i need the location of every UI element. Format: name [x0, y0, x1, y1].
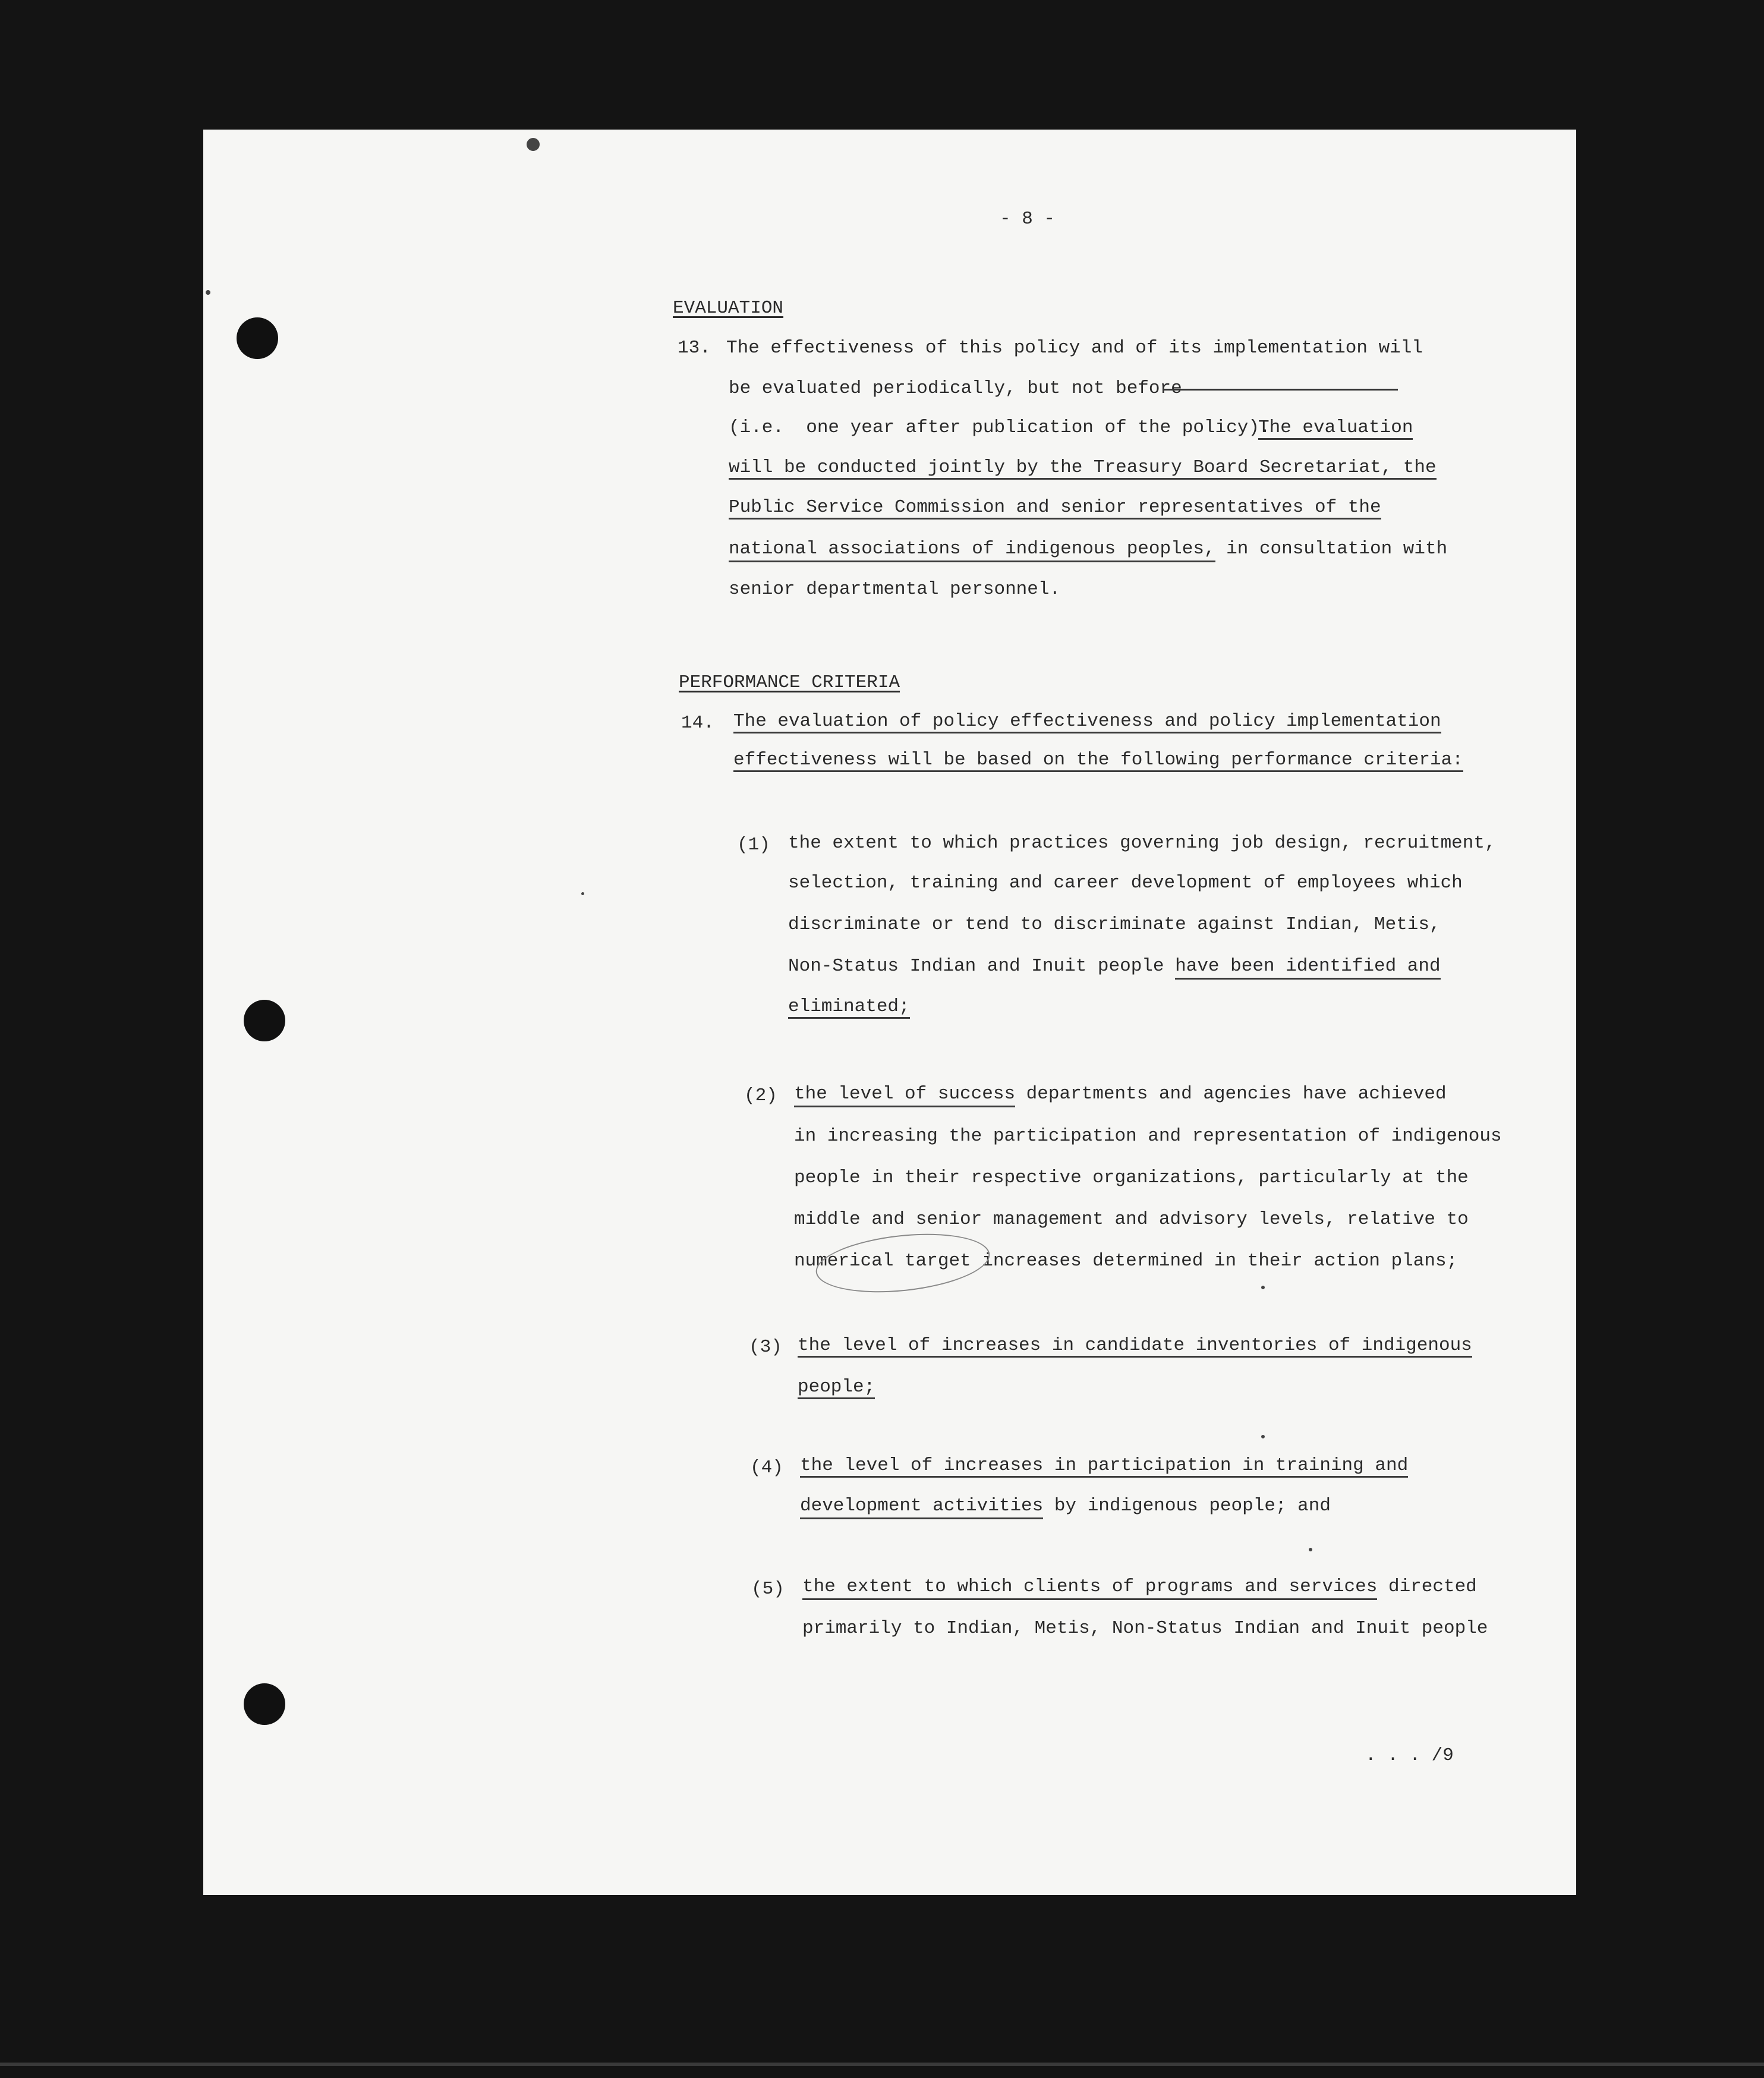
paragraph-13-line-6-rest: in consultation with	[1215, 539, 1448, 559]
criterion-2-line-2: in increasing the participation and representation of indigenous	[794, 1126, 1502, 1147]
continuation-marker: . . . /9	[1365, 1745, 1454, 1766]
criterion-4-number: (4)	[750, 1457, 783, 1478]
criterion-1-line-3: discriminate or tend to discriminate against Indian, Metis,	[788, 914, 1441, 935]
paragraph-14-line-2: effectiveness will be based on the following performance criteria:	[733, 751, 1463, 772]
criterion-3-line-2: people;	[798, 1378, 875, 1399]
criterion-3-number: (3)	[749, 1337, 782, 1358]
criterion-1-line-2: selection, training and career development of employees which	[788, 873, 1463, 893]
date-blank-line	[1163, 389, 1398, 391]
criterion-4-underlined: development activities	[800, 1495, 1043, 1519]
item-number-13: 13.	[678, 338, 711, 358]
criterion-5-underlined: the extent to which clients of programs and services	[802, 1576, 1377, 1600]
paragraph-13-line-5: Public Service Commission and senior representatives of the	[729, 498, 1381, 520]
scan-edge-artifact	[0, 2063, 1764, 2066]
criterion-1-line-4	[788, 957, 1441, 975]
paragraph-13-line-7: senior departmental personnel.	[729, 579, 1061, 600]
paragraph-13-line-6	[729, 540, 1447, 558]
criterion-1-line-4-text: Non-Status Indian and Inuit people	[788, 956, 1176, 977]
criterion-1-number: (1)	[737, 835, 770, 855]
scan-speck	[1309, 1548, 1312, 1551]
criterion-5-number: (5)	[751, 1579, 785, 1600]
binder-hole-bottom	[244, 1683, 285, 1725]
paragraph-13-line-1: The effectiveness of this policy and of its implementation will	[726, 338, 1423, 358]
scan-speck	[527, 138, 540, 151]
paragraph-13-underlined-1: The evaluation	[1258, 418, 1413, 440]
paragraph-13-underlined-2: national associations of indigenous peoples,	[729, 539, 1215, 562]
criterion-2-line-4: middle and senior management and advisory levels, relative to	[794, 1209, 1469, 1230]
criterion-2-number: (2)	[744, 1085, 777, 1106]
criterion-4-line-1: the level of increases in participation in training and	[800, 1456, 1408, 1478]
section-heading-evaluation: EVALUATION	[673, 298, 784, 319]
criterion-5-line-1-rest: directed	[1377, 1576, 1477, 1597]
pencil-circle-mark	[813, 1226, 993, 1300]
criterion-1-line-1: the extent to which practices governing job design, recruitment,	[788, 833, 1496, 854]
paragraph-13-line-2: be evaluated periodically, but not before	[729, 378, 1182, 399]
scan-speck	[1261, 1286, 1265, 1289]
criterion-1-line-5: eliminated;	[788, 997, 910, 1019]
criterion-5-line-1	[802, 1578, 1477, 1596]
criterion-2-line-1	[794, 1085, 1447, 1103]
binder-hole-top	[237, 317, 278, 359]
scan-speck	[581, 892, 584, 895]
criterion-2-line-5: numerical target increases determined in their action plans;	[794, 1251, 1458, 1271]
criterion-5-line-2: primarily to Indian, Metis, Non-Status Indian and Inuit people	[802, 1618, 1488, 1639]
binder-hole-middle	[244, 1000, 285, 1041]
paragraph-14-line-1: The evaluation of policy effectiveness and policy implementation	[733, 712, 1441, 733]
section-heading-performance-criteria: PERFORMANCE CRITERIA	[679, 672, 900, 693]
paragraph-13-line-4: will be conducted jointly by the Treasury Board Secretariat, the	[729, 458, 1437, 480]
criterion-2-line-1-rest: departments and agencies have achieved	[1015, 1084, 1447, 1104]
item-number-14: 14.	[681, 713, 714, 733]
paragraph-13-line-3: (i.e. one year after publication of the policy).	[729, 417, 1271, 438]
criterion-4-line-2-rest: by indigenous people; and	[1043, 1495, 1331, 1516]
document-page	[203, 130, 1576, 1895]
page-number: - 8 -	[1000, 209, 1056, 229]
criterion-4-line-2	[800, 1497, 1331, 1515]
criterion-1-underlined-1: have been identified and	[1175, 956, 1440, 980]
criterion-2-underlined: the level of success	[794, 1084, 1015, 1107]
scan-speck	[1261, 1435, 1265, 1438]
scan-speck	[206, 290, 210, 295]
criterion-2-line-3: people in their respective organizations, particularly at the	[794, 1167, 1469, 1188]
criterion-3-line-1: the level of increases in candidate inventories of indigenous	[798, 1336, 1472, 1358]
